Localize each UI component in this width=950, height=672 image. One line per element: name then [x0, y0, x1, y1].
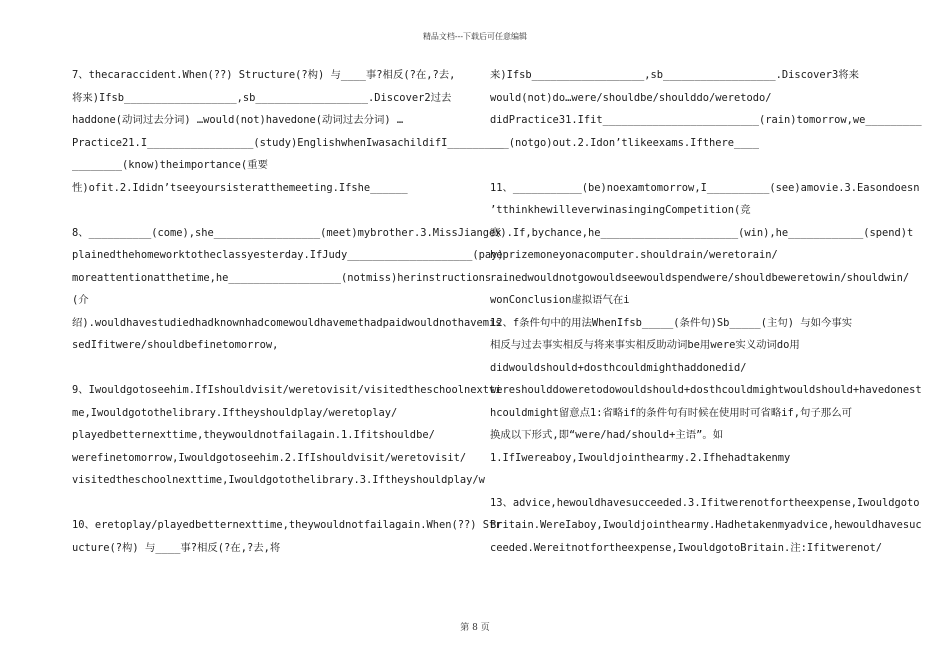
paragraph-gap	[490, 154, 862, 177]
page-number: 第 8 页	[460, 623, 490, 633]
text-line: wereshoulddoweretodowouldshould+dosthcouldmightwouldshould+havedonest	[490, 384, 922, 396]
text-line: 来)Ifsb__________________,sb__________________.Discover3将来	[490, 69, 859, 81]
text-line: 换成以下形式,即“were/had/should+主语”。如	[490, 429, 724, 441]
paragraph-gap	[72, 199, 444, 222]
page-header: 精品文档---下载后可任意编辑	[422, 32, 528, 41]
text-line: ’tthinkhewilleverwinasingingCompetition(竞	[490, 204, 751, 216]
right-column	[490, 64, 922, 559]
text-line: werefinetomorrow,Iwouldgotoseehim.2.IfIshouldvisit/weretovisit/	[72, 451, 467, 464]
paragraph-gap	[72, 357, 444, 380]
text-line: playedbetternexttime,theywouldnotfailagain.1.Ifitshouldbe/	[72, 429, 435, 441]
text-line: ucture(?构) 与____事?相反(?在,?去,将	[72, 541, 281, 554]
text-line: 13、advice,hewouldhavesucceeded.3.Ifitwerenotfortheexpense,Iwouldgoto	[490, 496, 920, 509]
text-line: heprizemoneyonacomputer.shouldrain/weretorain/	[490, 249, 778, 261]
text-line: moreattentionatthetime,he__________________(notmiss)herinstructions	[72, 271, 492, 284]
text-line: 绍).wouldhavestudiedhadknownhadcomewouldhavemethadpaidwouldnothavemis	[72, 316, 502, 329]
text-line: rainedwouldnotgowouldseewouldspendwere/shouldbeweretowin/shouldwin/	[490, 271, 910, 284]
text-line: Britain.WereIaboy,Iwouldjointhearmy.Hadhetakenmyadvice,hewouldhavesuc	[490, 519, 922, 531]
paragraph-gap	[72, 492, 444, 515]
text-line: Practice21.I_________________(study)EnglishwhenIwasachildifI_________	[72, 136, 504, 149]
text-line: would(not)do…were/shouldbe/shoulddo/weretodo/	[490, 91, 772, 104]
text-line: hcouldmight留意点1:省略if的条件句有时候在使用时可省略if,句子那么可	[490, 406, 852, 419]
text-line: 9、Iwouldgotoseehim.IfIshouldvisit/weretovisit/visitedtheschoolnextti	[72, 384, 502, 396]
text-line: 将来)Ifsb__________________,sb__________________.Discover2过去	[72, 91, 452, 104]
text-line: didwouldshould+dosthcouldmighthaddonedid/	[490, 361, 747, 374]
text-line: 7、thecaraccident.When(??) Structure(?构) 与____事?相反(?在,?去,	[72, 69, 456, 81]
text-line: visitedtheschoolnexttime,Iwouldgotothelibrary.3.Iftheyshouldplay/w	[72, 474, 485, 486]
left-column	[72, 64, 504, 559]
paragraph-gap	[490, 469, 862, 492]
text-line: haddone(动词过去分词) …would(not)havedone(动词过去分词) …	[72, 114, 404, 126]
text-line: ___(notgo)out.2.Idon’tlikeexams.Ifthere____	[490, 136, 759, 149]
text-line: 相反与过去事实相反与将来事实相反助动词be用were实义动词do用	[490, 339, 800, 351]
text-line: ________(know)theimportance(重要	[72, 159, 268, 171]
text-line: 8、__________(come),she_________________(meet)mybrother.3.MissJiangex	[72, 226, 502, 239]
text-line: didPractice31.Ifit_________________________(rain)tomorrow,we_________	[490, 114, 922, 126]
text-line: 12、f条件句中的用法WhenIfsb_____(条件句)Sb_____(主句) 与如今事实	[490, 316, 853, 329]
text-line: me,Iwouldgotothelibrary.Iftheyshouldplay/weretoplay/	[72, 406, 398, 419]
text-line: 10、eretoplay/playedbetternexttime,theywouldnotfailagain.When(??) Str	[72, 519, 502, 531]
text-line: 赛).If,bychance,he______________________(win),he____________(spend)t	[490, 226, 914, 239]
text-line: 1.IfIwereaboy,Iwouldjointhearmy.2.Ifhehadtakenmy	[490, 451, 791, 464]
text-line: sedIfitwere/shouldbefinetomorrow,	[72, 339, 279, 351]
text-line: (介	[72, 294, 89, 306]
text-line: ceeded.Wereitnotfortheexpense,IwouldgotoBritain.注:Ifitwerenot/	[490, 541, 882, 554]
text-line: 性)ofit.2.Ididn’tseeyoursisteratthemeeting.Ifshe______	[72, 181, 408, 194]
text-line: plainedthehomeworktotheclassyesterday.IfJudy____________________(pay)	[72, 249, 504, 261]
text-line: wonConclusion虚拟语气在i	[490, 294, 630, 306]
text-line: 11、___________(be)noexamtomorrow,I__________(see)amovie.3.Easondoesn	[490, 181, 920, 194]
